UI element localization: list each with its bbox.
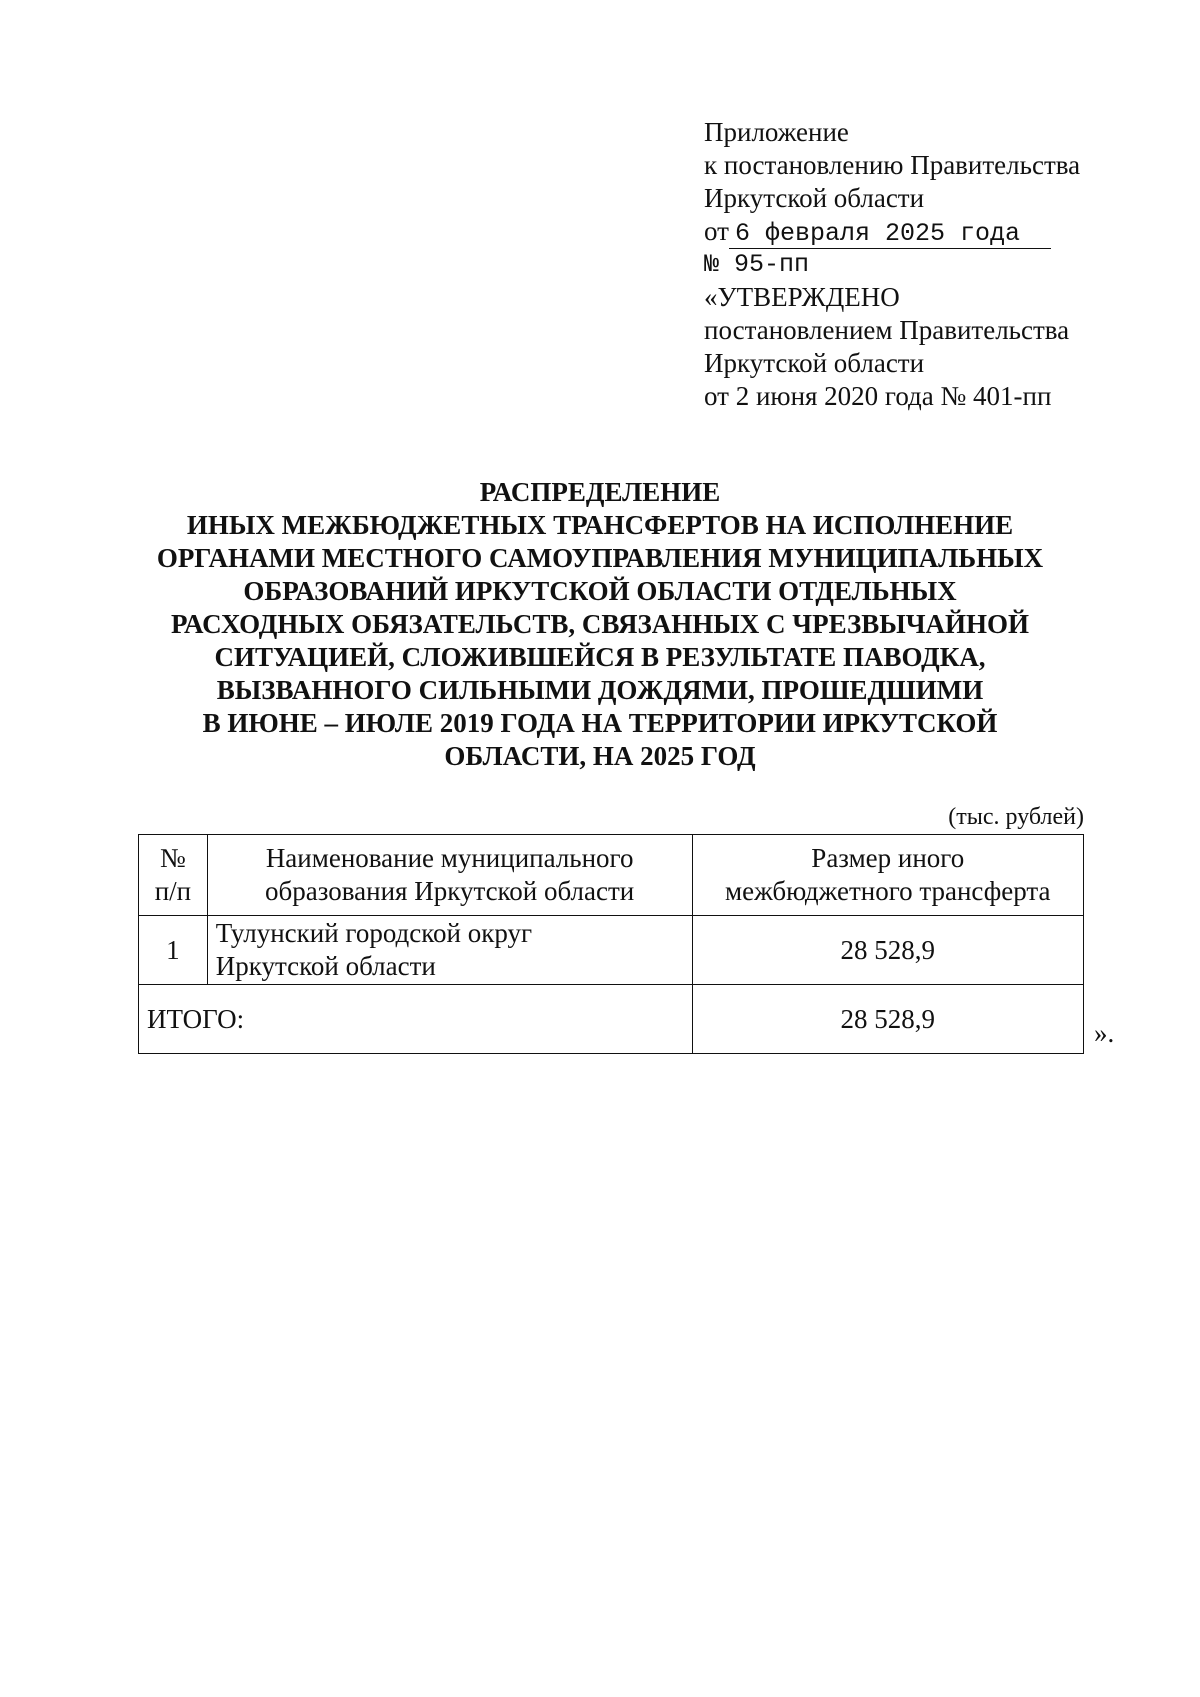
- row-name: [207, 916, 692, 985]
- table-total-row: [139, 985, 1084, 1054]
- date-prefix: от: [704, 216, 729, 246]
- approved-line: «УТВЕРЖДЕНО: [704, 282, 900, 312]
- header-name-line2: образования Иркутской области: [265, 876, 635, 906]
- header-amount-line2: межбюджетного трансферта: [725, 876, 1051, 906]
- title-line: ИНЫХ МЕЖБЮДЖЕТНЫХ ТРАНСФЕРТОВ НА ИСПОЛНЕНИЕ: [186, 510, 1014, 540]
- title-line: ОБЛАСТИ, НА 2025 ГОД: [444, 741, 756, 771]
- distribution-table: [138, 834, 1084, 1054]
- header-name-line1: Наименование муниципального: [265, 843, 634, 873]
- appendix-header: [704, 116, 1080, 413]
- title-line: В ИЮНЕ – ИЮЛЕ 2019 ГОДА НА ТЕРРИТОРИИ ИРКУТСКОЙ: [202, 708, 998, 738]
- appendix-date-row: [704, 215, 1080, 248]
- title-line: СИТУАЦИЕЙ, СЛОЖИВШЕЙСЯ В РЕЗУЛЬТАТЕ ПАВОДКА,: [214, 642, 986, 672]
- closing-quote: ».: [1094, 1018, 1115, 1048]
- appendix-line: Иркутской области: [704, 183, 925, 213]
- header-number: [139, 835, 208, 916]
- header-amount: [692, 835, 1083, 916]
- row-name-line2: Иркутской области: [215, 951, 436, 981]
- title-line: РАСХОДНЫХ ОБЯЗАТЕЛЬСТВ, СВЯЗАННЫХ С ЧРЕЗВЫЧАЙНОЙ: [170, 609, 1030, 639]
- approved-line: от 2 июня 2020 года № 401-пп: [704, 381, 1052, 411]
- appendix-line: к постановлению Правительства: [704, 150, 1081, 180]
- row-amount: 28 528,9: [692, 916, 1083, 985]
- total-label: ИТОГО:: [139, 985, 693, 1054]
- appendix-line: Приложение: [704, 117, 849, 147]
- table-header-row: [139, 835, 1084, 916]
- row-number: 1: [139, 916, 208, 985]
- approved-line: Иркутской области: [704, 348, 925, 378]
- total-amount: 28 528,9: [692, 985, 1083, 1054]
- row-name-line1: Тулунский городской округ: [215, 918, 533, 948]
- header-name: [207, 835, 692, 916]
- approved-line: постановлением Правительства: [704, 315, 1070, 345]
- title-line: РАСПРЕДЕЛЕНИЕ: [479, 477, 721, 507]
- header-amount-line1: Размер иного: [811, 843, 965, 873]
- title-line: ОРГАНАМИ МЕСТНОГО САМОУПРАВЛЕНИЯ МУНИЦИПАЛЬНЫХ: [156, 543, 1044, 573]
- date-value: 6 февраля 2025 года: [729, 220, 1051, 249]
- title-line: ОБРАЗОВАНИЙ ИРКУТСКОЙ ОБЛАСТИ ОТДЕЛЬНЫХ: [243, 576, 957, 606]
- table-row: [139, 916, 1084, 985]
- title-line: ВЫЗВАННОГО СИЛЬНЫМИ ДОЖДЯМИ, ПРОШЕДШИМИ: [216, 675, 984, 705]
- document-title: [120, 476, 1080, 773]
- header-number-line1: №: [160, 843, 186, 873]
- units-label: (тыс. рублей): [948, 804, 1084, 830]
- decree-number: № 95-пп: [704, 250, 810, 279]
- header-number-line2: п/п: [154, 876, 192, 906]
